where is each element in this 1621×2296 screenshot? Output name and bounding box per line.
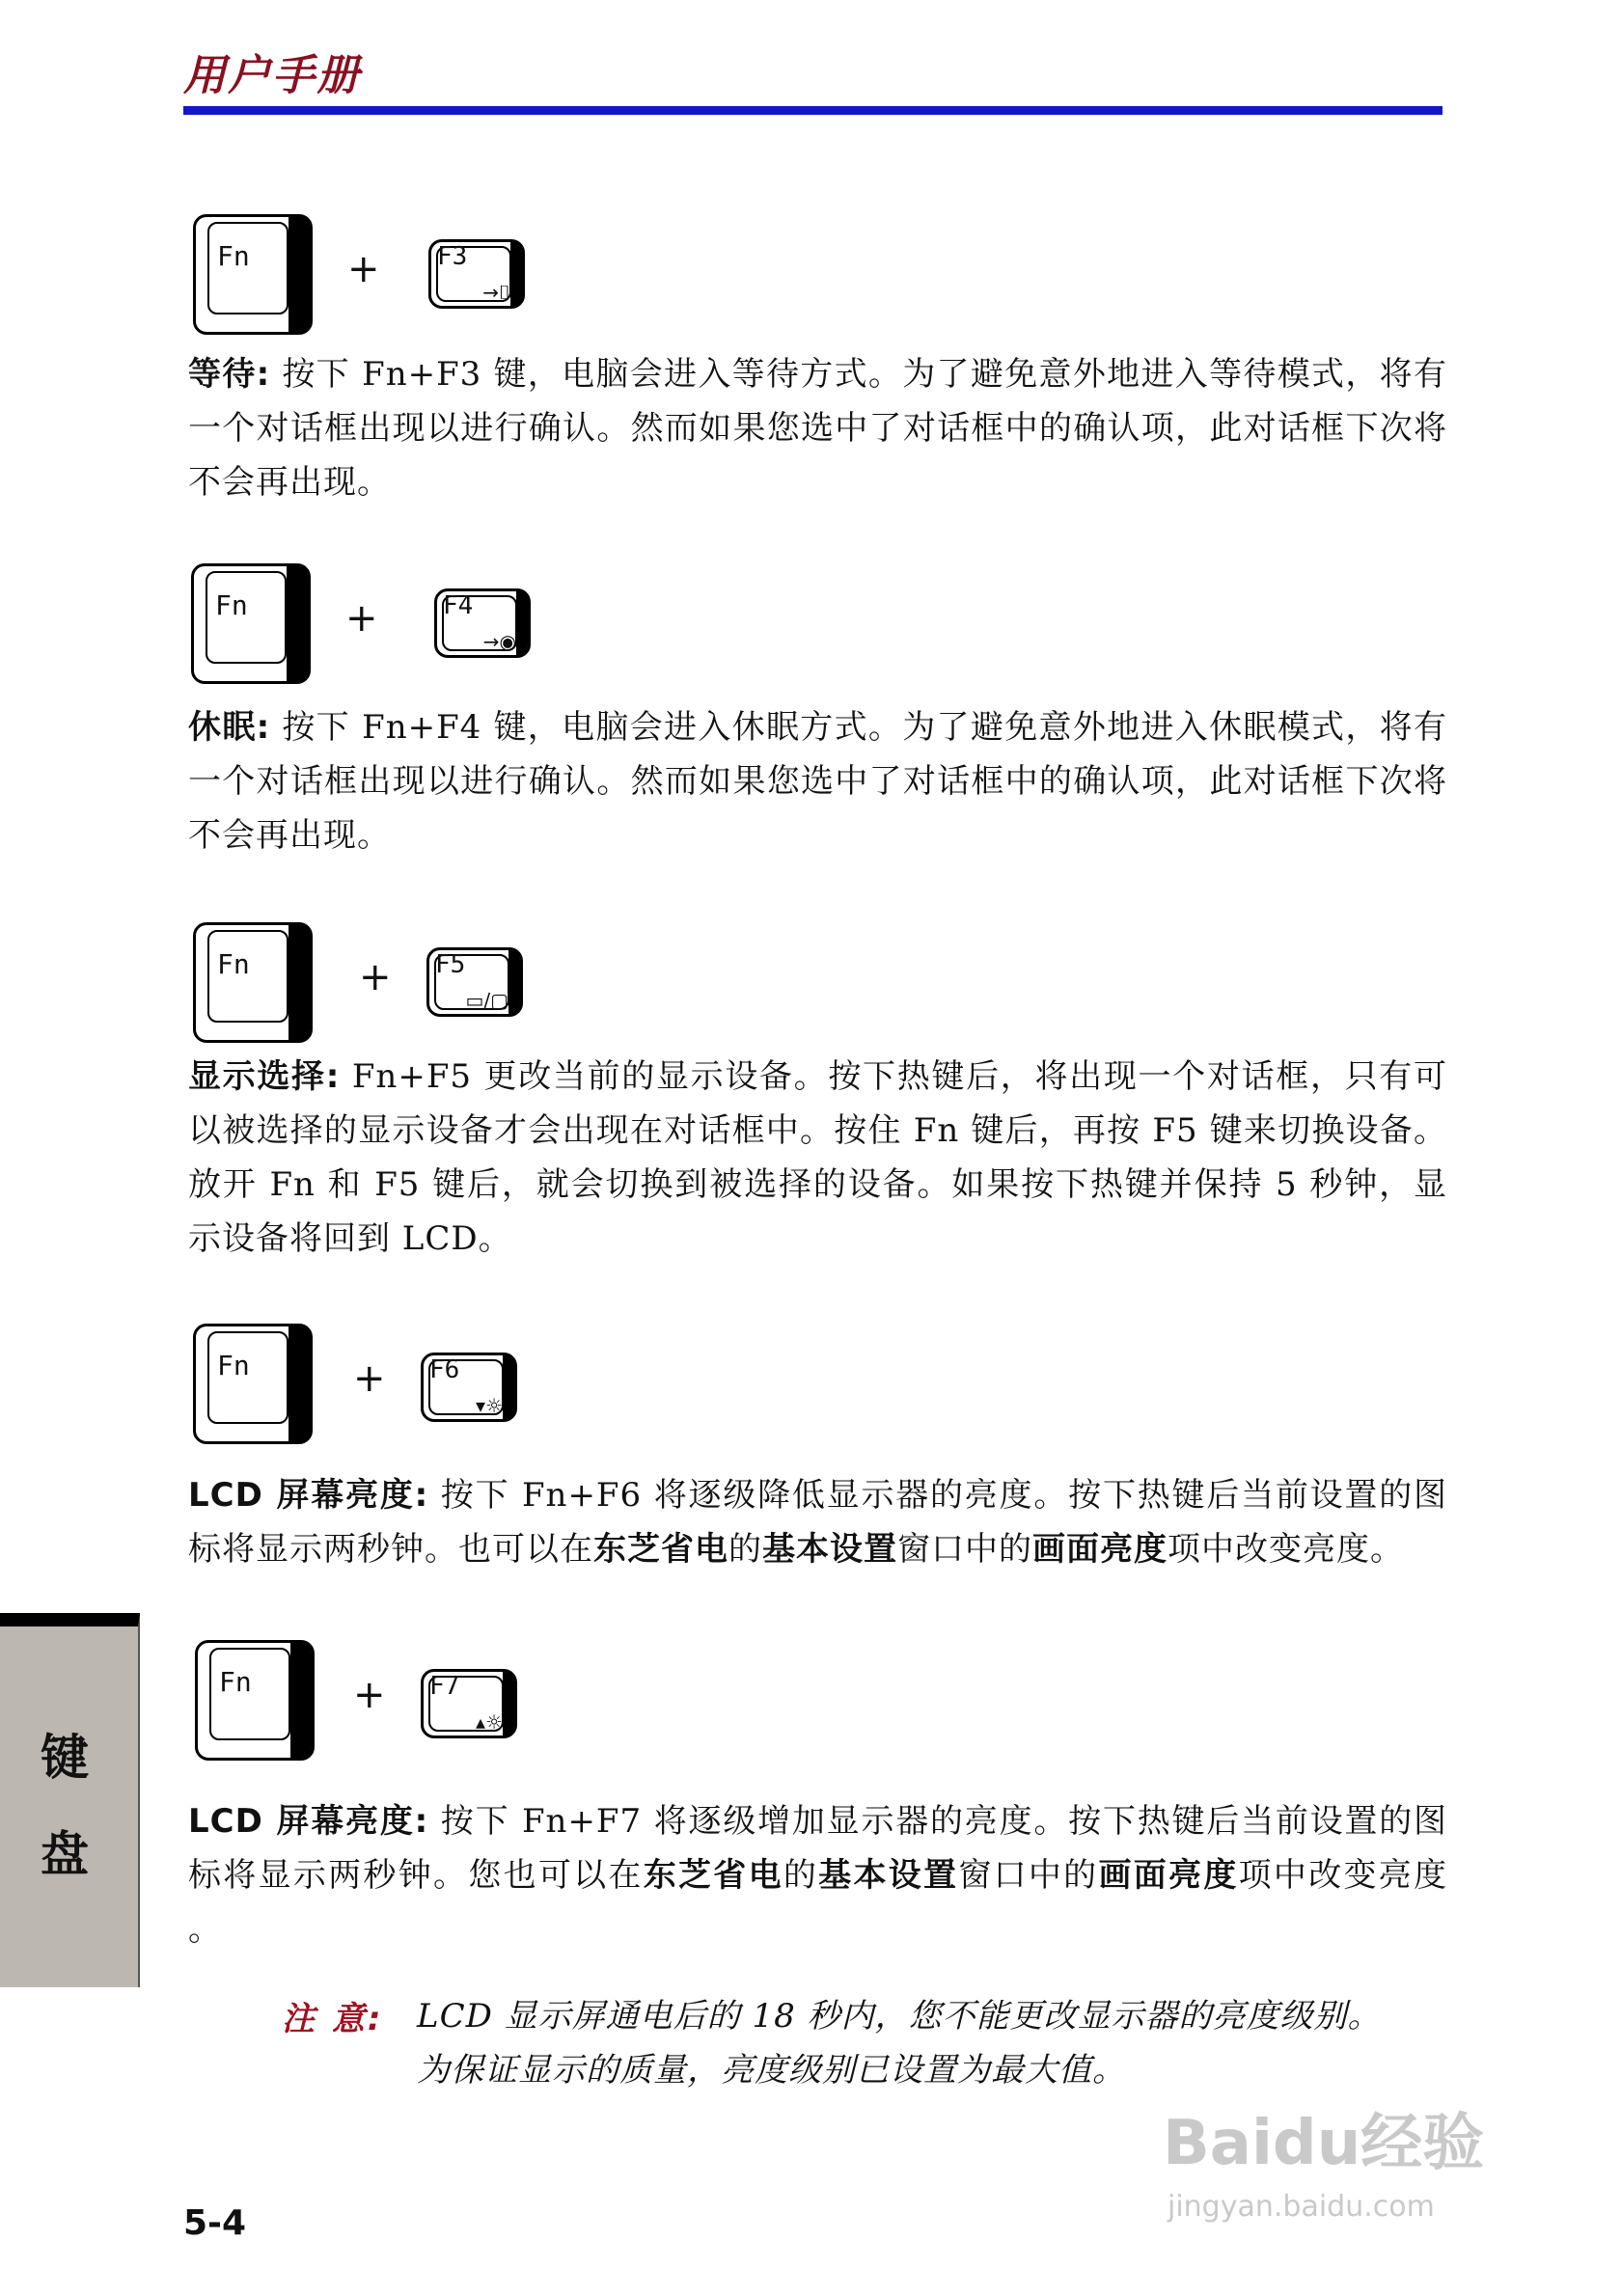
body-brightness-up-c: 的 <box>783 1856 819 1895</box>
f7-key-label: F7 <box>429 1672 460 1701</box>
standby-icon: →⌷ <box>482 281 510 304</box>
paragraph-brightness-down <box>188 1468 1447 1576</box>
fn-key-label: Fn <box>217 240 250 272</box>
term-display-select: 显示选择: <box>188 1057 341 1096</box>
term-hibernate: 休眠: <box>188 708 271 747</box>
plus-sign: + <box>345 596 378 641</box>
keycombo-fn-f3 <box>185 214 764 344</box>
plus-sign: + <box>347 247 380 291</box>
note-label: 注 意: <box>282 2000 384 2038</box>
f6-key-label: F6 <box>429 1355 460 1384</box>
bold-toshiba-power: 东芝省电 <box>593 1530 728 1569</box>
fn-key-label: Fn <box>215 589 248 621</box>
f3-key-icon <box>428 239 525 309</box>
bold-basic-settings: 基本设置 <box>818 1856 959 1895</box>
f6-key-icon <box>421 1353 517 1422</box>
f4-key-label: F4 <box>443 591 474 620</box>
watermark-site: jingyan.baidu.com <box>1168 2190 1435 2224</box>
keycombo-fn-f4 <box>183 563 762 694</box>
paragraph-hibernate <box>188 700 1447 862</box>
term-brightness-up: LCD 屏幕亮度: <box>188 1802 429 1841</box>
side-tab-char-2: 盘 <box>41 1826 89 1882</box>
brightness-up-icon: ▴☼ <box>476 1710 503 1734</box>
body-brightness-down-c: 的 <box>728 1530 762 1569</box>
bold-screen-brightness: 画面亮度 <box>1032 1530 1168 1569</box>
note-text: LCD 显示屏通电后的 18 秒内，您不能更改显示器的亮度级别。为保证显示的质量，亮度级别已设置为最大值。 <box>417 1997 1382 2090</box>
plus-sign: + <box>359 955 392 999</box>
page-number: 5-4 <box>183 2203 247 2243</box>
bold-toshiba-power: 东芝省电 <box>643 1856 783 1895</box>
body-brightness-down-e: 项中改变亮度。 <box>1168 1530 1404 1569</box>
fn-key-label: Fn <box>217 1350 250 1381</box>
plus-sign: + <box>353 1673 386 1717</box>
f5-key-icon <box>426 947 523 1017</box>
paragraph-display-select <box>188 1050 1447 1266</box>
baidu-watermark <box>1153 2084 1539 2248</box>
chapter-side-tab <box>0 1613 140 1987</box>
paragraph-standby <box>188 347 1447 509</box>
body-brightness-down-d: 窗口中的 <box>897 1530 1032 1569</box>
brightness-down-icon: ▾☼ <box>476 1394 503 1417</box>
fn-key-icon <box>193 214 313 335</box>
body-display-select: Fn+F5 更改当前的显示设备。按下热键后，将出现一个对话框，只有可以被选择的显示设备才会出现在对话框中。按住 Fn 键后，再按 F5 键来切换设备。放开 Fn 和 F5 键后，就会切换到被选择的设备。如果按下热键并保持 5 秒钟，显示设备将回到 LCD。 <box>188 1057 1447 1258</box>
f4-key-icon <box>434 588 531 658</box>
fn-key-icon <box>191 563 311 684</box>
fn-key-icon <box>193 1324 313 1444</box>
display-switch-icon: ▭/▢ <box>465 989 508 1012</box>
fn-key-label: Fn <box>219 1666 252 1698</box>
header-title: 用户手册 <box>183 51 361 100</box>
header-rule <box>183 106 1442 115</box>
body-standby: 按下 Fn+F3 键，电脑会进入等待方式。为了避免意外地进入等待模式，将有一个对话框出现以进行确认。然而如果您选中了对话框中的确认项，此对话框下次将不会再出现。 <box>188 355 1447 502</box>
keycombo-fn-f7 <box>187 1640 766 1770</box>
fn-key-label: Fn <box>217 948 250 980</box>
side-tab-char-1: 键 <box>41 1730 89 1786</box>
keycombo-fn-f5 <box>185 922 764 1052</box>
bold-basic-settings: 基本设置 <box>762 1530 897 1569</box>
keycombo-fn-f6 <box>185 1324 764 1454</box>
fn-key-icon <box>193 922 313 1043</box>
body-brightness-up-a: 按下 Fn+F7 将逐级增加显示器的亮度。按下热键后当前设置的图标将显示两秒钟。您也可以在 <box>188 1802 1447 1895</box>
f7-key-icon <box>421 1669 517 1738</box>
body-brightness-up-d: 窗口中的 <box>958 1856 1099 1895</box>
term-brightness-down: LCD 屏幕亮度: <box>188 1476 429 1515</box>
f3-key-label: F3 <box>437 242 468 271</box>
term-standby: 等待: <box>188 355 271 394</box>
body-brightness-up-e: 项中改变亮度 。 <box>188 1856 1448 1949</box>
bold-screen-brightness: 画面亮度 <box>1098 1856 1239 1895</box>
fn-key-icon <box>195 1640 315 1761</box>
plus-sign: + <box>353 1356 386 1401</box>
f5-key-label: F5 <box>435 950 466 979</box>
hibernate-icon: →◉ <box>482 630 516 653</box>
paragraph-brightness-up <box>188 1794 1447 1956</box>
body-brightness-down-a: 按下 Fn+F6 将逐级降低显示器的亮度。按下热键后当前设置的图标将显示两秒钟。也可以在 <box>188 1476 1447 1569</box>
body-hibernate: 按下 Fn+F4 键，电脑会进入休眠方式。为了避免意外地进入休眠模式，将有一个对话框出现以进行确认。然而如果您选中了对话框中的确认项，此对话框下次将不会再出现。 <box>188 708 1447 855</box>
watermark-logo: Baidu经验 <box>1163 2108 1485 2179</box>
